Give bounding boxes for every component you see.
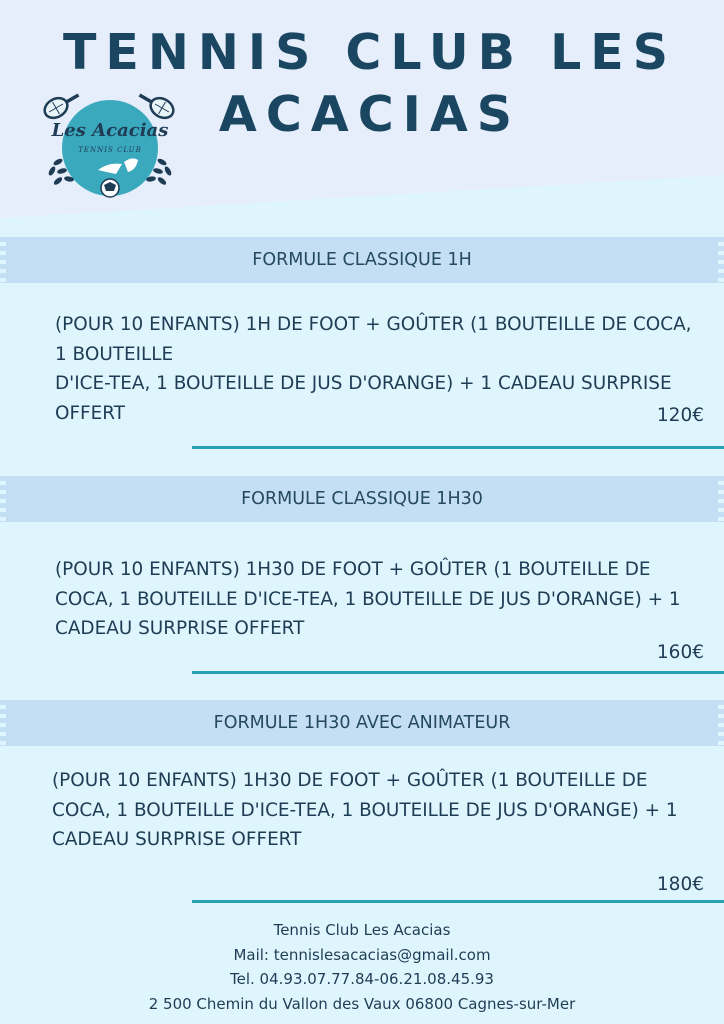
formula-3-title: FORMULE 1H30 AVEC ANIMATEUR xyxy=(6,700,718,746)
contact-footer xyxy=(0,918,724,1016)
formula-1-divider xyxy=(192,446,724,449)
logo-name: Les Acacias xyxy=(51,120,169,141)
formula-1-price: 120€ xyxy=(656,405,704,426)
formula-2-divider xyxy=(192,671,724,674)
footer-phone[interactable]: Tel. 04.93.07.77.84-06.21.08.45.93 xyxy=(230,970,494,988)
footer-club-name: Tennis Club Les Acacias xyxy=(273,921,451,939)
formula-2-description: (POUR 10 ENFANTS) 1H30 DE FOOT + GOÛTER (1 BOUTEILLE DE COCA, 1 BOUTEILLE D'ICE-TEA, 1 BOUTEILLE DE JUS D'ORANGE) + 1 CADEAU SURPRISE OFFERT xyxy=(55,559,681,639)
club-logo xyxy=(38,92,182,204)
formula-2-price: 160€ xyxy=(656,642,704,663)
formula-2-title: FORMULE CLASSIQUE 1H30 xyxy=(6,476,718,522)
formula-1-title: FORMULE CLASSIQUE 1H xyxy=(6,237,718,283)
formula-3-price: 180€ xyxy=(656,874,704,895)
formula-3-divider xyxy=(192,900,724,903)
footer-address: 2 500 Chemin du Vallon des Vaux 06800 Cagnes-sur-Mer xyxy=(148,994,576,1013)
page-title: TENNIS CLUB LES ACACIAS xyxy=(62,24,678,143)
formula-3-description: (POUR 10 ENFANTS) 1H30 DE FOOT + GOÛTER (1 BOUTEILLE DE COCA, 1 BOUTEILLE D'ICE-TEA, 1 BOUTEILLE DE JUS D'ORANGE) + 1 CADEAU SURPRISE OFFERT xyxy=(52,770,678,850)
logo-subtitle: TENNIS CLUB xyxy=(78,146,142,154)
footer-email[interactable]: Mail: tennislesacacias@gmail.com xyxy=(233,945,491,964)
formula-1-description: (POUR 10 ENFANTS) 1H DE FOOT + GOÛTER (1 BOUTEILLE DE COCA, 1 BOUTEILLE D'ICE-TEA, 1 BOUTEILLE DE JUS D'ORANGE) + 1 CADEAU SURPRISE OFFERT xyxy=(55,314,692,424)
